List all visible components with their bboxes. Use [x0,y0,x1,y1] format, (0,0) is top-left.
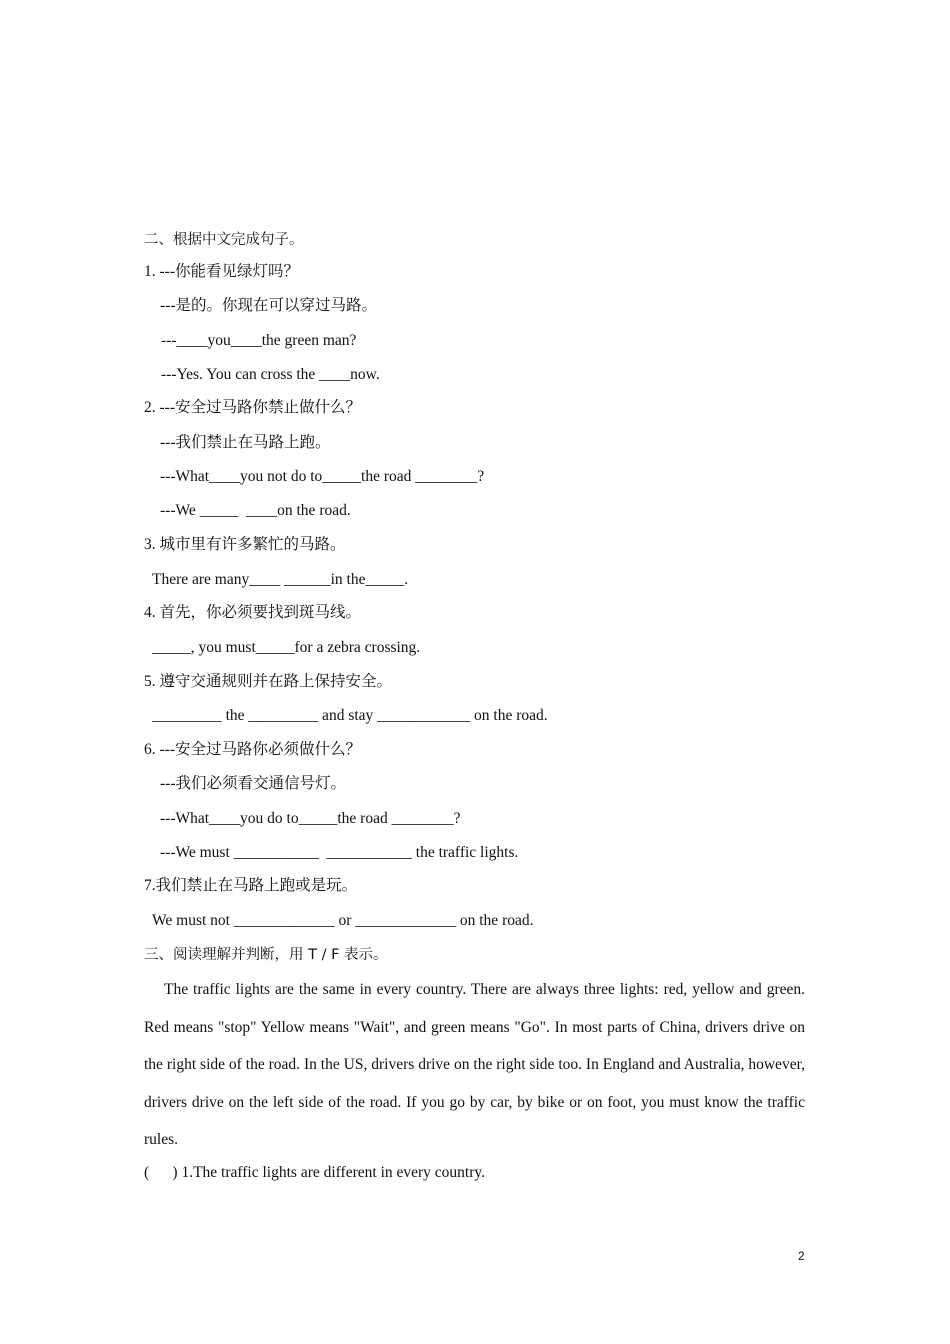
q2-chinese-answer: ---我们禁止在马路上跑。 [160,434,331,451]
q1-chinese-answer: ---是的。你现在可以穿过马路。 [160,297,377,314]
q1-english-answer: ---Yes. You can cross the ____now. [161,366,380,383]
q1-cn-text: 1. ---你能看见绿灯吗？ [144,263,299,280]
q7-english: We must not _____________ or _____________ on the road. [152,912,534,929]
q6-english-question: ---What____you do to_____the road ________? [160,810,461,827]
q6-chinese-answer: ---我们必须看交通信号灯。 [160,775,346,792]
q4-english: _____, you must_____for a zebra crossing. [152,639,421,656]
q5-chinese: 5. 遵守交通规则并在路上保持安全。 [144,673,393,690]
reading-passage: The traffic lights are the same in every country. There are always three lights: red, yellow and green. Red means "stop" Yellow means "Wait", and green means "Go". In most parts of China, drivers drive on the right side of the road. In the US, drivers drive on the right side too. In England and Australia, however, drivers drive on the left side of the road. If you go by car, by bike or on foot, you must know the traffic rules. [144,981,805,1148]
q1-english-question: ---____you____the green man? [161,332,357,349]
q5-english: _________ the _________ and stay ____________ on the road. [152,707,548,724]
q1-chinese-question [144,262,299,282]
q3-chinese: 3. 城市里有许多繁忙的马路。 [144,536,346,553]
q6-english-answer: ---We must ___________ ___________ the traffic lights. [160,844,519,861]
section-3-heading: 三、阅读理解并判断，用 T / F 表示。 [144,947,388,963]
q4-chinese: 4. 首先，你必须要找到斑马线。 [144,604,362,621]
q2-english-question: ---What____you not do to_____the road ________? [160,468,485,485]
q2-english-answer: ---We _____ ____on the road. [160,502,351,519]
q7-chinese: 7.我们禁止在马路上跑或是玩。 [144,877,358,894]
section-2-heading: 二、根据中文完成句子。 [144,232,304,248]
q2-chinese-question: 2. ---安全过马路你禁止做什么？ [144,399,361,416]
page-number: 2 [798,1249,805,1263]
q3-english: There are many____ ______in the_____. [152,571,409,588]
q6-chinese-question: 6. ---安全过马路你必须做什么？ [144,741,361,758]
reading-question-1: ( ) 1.The traffic lights are different in every country. [144,1164,486,1181]
